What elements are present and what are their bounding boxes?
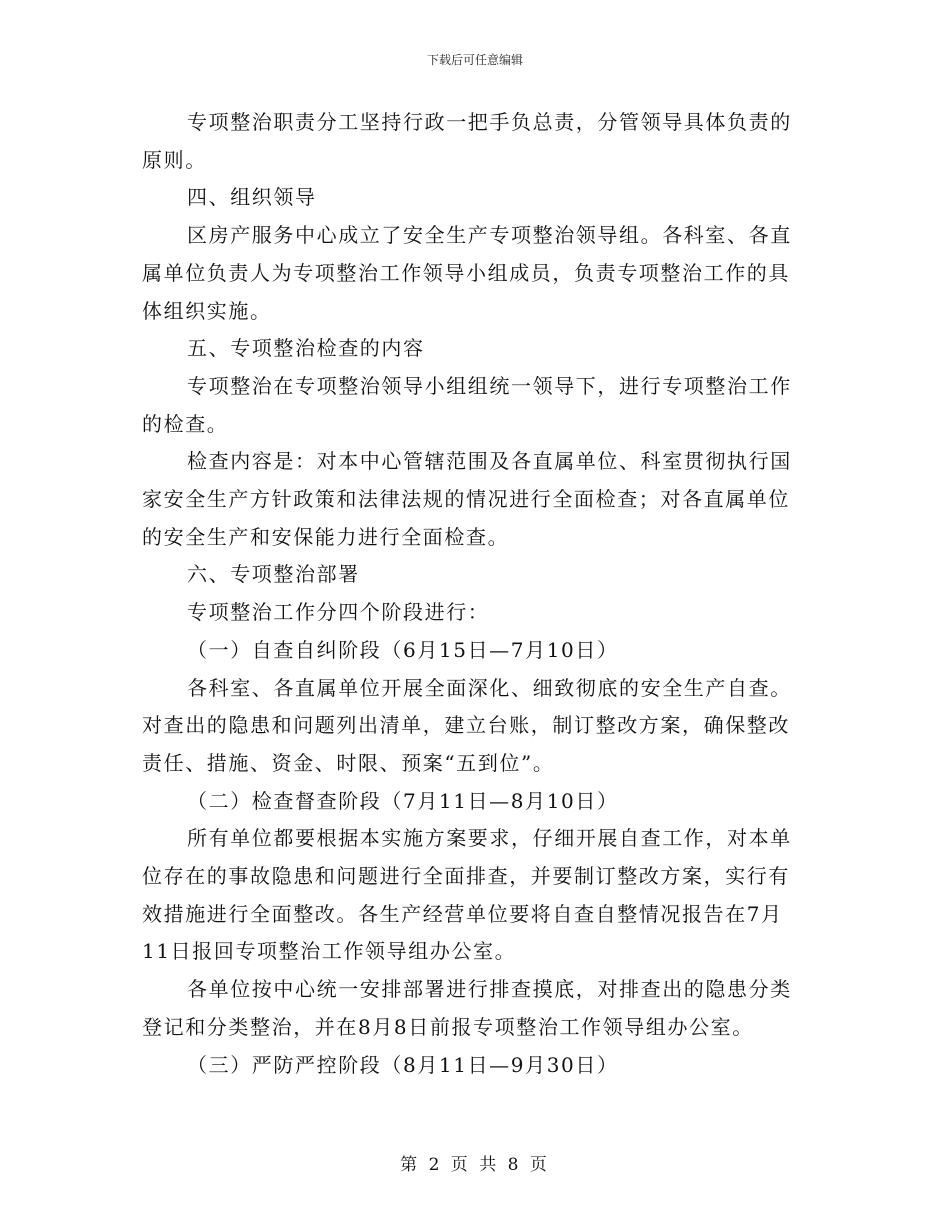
- page-header-note: 下载后可任意编辑: [426, 53, 523, 67]
- paragraph-four-stages: 专项整治工作分四个阶段进行：: [187, 600, 490, 625]
- paragraph-supervision: 所有单位都要根据本实施方案要求，仔细开展自查工作，对本单位存在的事故隐患和问题进行全面排查，并要制订整改方案，实行有效措施进行全面整改。各生产经营单位要将自查自整情况报告在7月11日报回专项整治工作领导组办公室。: [142, 826, 792, 964]
- section-heading-deployment: 六、专项整治部署: [187, 562, 360, 587]
- paragraph-inspection-leadership: 专项整治在专项整治领导小组组统一领导下，进行专项整治工作的检查。: [142, 373, 792, 436]
- section-heading-inspection-content: 五、专项整治检查的内容: [187, 336, 425, 361]
- paragraph-organization: 区房产服务中心成立了安全生产专项整治领导组。各科室、各直属单位负责人为专项整治工作领导小组成员，负责专项整治工作的具体组织实施。: [142, 223, 792, 323]
- paragraph-self-inspection: 各科室、各直属单位开展全面深化、细致彻底的安全生产自查。对查出的隐患和问题列出清单，建立台账，制订整改方案，确保整改责任、措施、资金、时限、预案“五到位”。: [142, 675, 792, 775]
- paragraph-inspection-content: 检查内容是：对本中心管辖范围及各直属单位、科室贯彻执行国家安全生产方针政策和法律法规的情况进行全面检查；对各直属单位的安全生产和安保能力进行全面检查。: [142, 449, 792, 549]
- page-number: 第 2 页 共 8 页: [400, 1155, 550, 1175]
- paragraph-responsibility: 专项整治职责分工坚持行政一把手负总责，分管领导具体负责的原则。: [142, 110, 792, 172]
- document-body: [142, 104, 807, 1084]
- stage-heading-strict-control: （三）严防严控阶段（8月11日—9月30日）: [187, 1052, 619, 1077]
- paragraph-classification: 各单位按中心统一安排部署进行排查摸底，对排查出的隐患分类登记和分类整治，并在8月8日前报专项整治工作领导组办公室。: [142, 977, 792, 1039]
- section-heading-organization: 四、组织领导: [187, 185, 317, 210]
- stage-heading-self-inspection: （一）自查自纠阶段（6月15日—7月10日）: [187, 637, 619, 662]
- stage-heading-supervision: （二）检查督查阶段（7月11日—8月10日）: [187, 788, 619, 813]
